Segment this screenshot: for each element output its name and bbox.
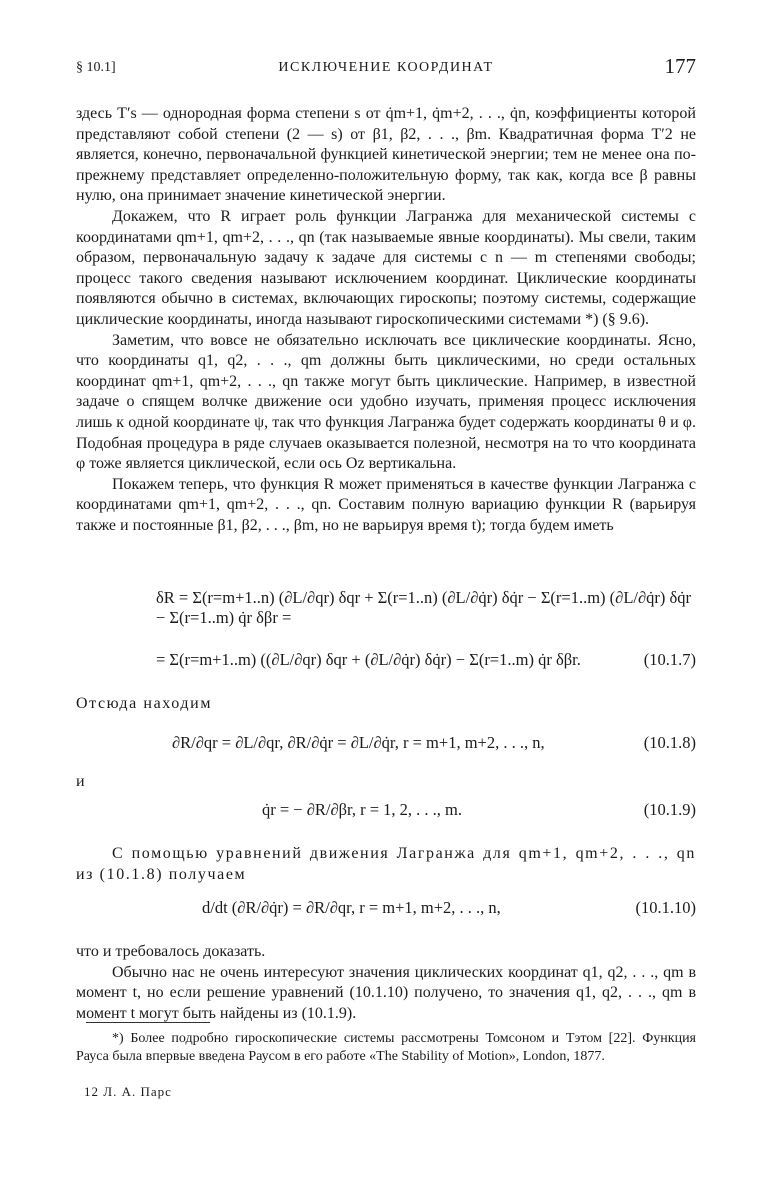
equation-number-10-1-8: (10.1.8)	[643, 733, 696, 752]
running-header	[76, 54, 696, 82]
main-text	[76, 104, 696, 536]
equation-partials: ∂R/∂qr = ∂L/∂qr, ∂R/∂q̇r = ∂L/∂q̇r, r = m+1, m+2, . . ., n,	[172, 733, 545, 752]
paragraph-1: здесь T′s — однородная форма степени s от q̇m+1, q̇m+2, . . ., q̇n, коэффициенты которой представляют собой степени (2 — s) от β1, β2, . . ., βm. Квадратичная форма T′2 не является, конечно, первоначальной функцией кинетической энергии; тем не менее она по-прежнему представляет определенно-положительную форму, так как, когда все β равны нулю, она принимает значение кинетической энергии.	[76, 105, 696, 205]
equation-variation-line-2: = Σ(r=m+1..m) ((∂L/∂qr) δqr + (∂L/∂q̇r) δq̇r) − Σ(r=1..m) q̇r δβr.	[156, 650, 581, 669]
running-title: ИСКЛЮЧЕНИЕ КООРДИНАТ	[278, 60, 494, 75]
equation-cyclic-velocity: q̇r = − ∂R/∂βr, r = 1, 2, . . ., m.	[262, 800, 462, 819]
page-number: 177	[664, 54, 696, 78]
paragraph-2: Докажем, что R играет роль функции Лагранжа для механической системы с координатами qm+1, qm+2, . . ., qn (так называемые явные координаты). Мы свели, таким образом, первоначальную задачу к задаче для системы с n — m степенями свободы; процесс такого сведения называют исключением координат. Циклические координаты появляются обычно в системах, включающих гироскопы; поэтому системы, содержащие циклические координаты, иногда называют гироскопическими системами *) (§ 9.6).	[76, 207, 696, 328]
equation-routh-lagrange: d/dt (∂R/∂q̇r) = ∂R/∂qr, r = m+1, m+2, . . ., n,	[202, 898, 501, 917]
text-hence	[76, 694, 696, 715]
footnote	[76, 1030, 696, 1066]
text-lagrange-equations	[76, 844, 696, 885]
paragraph-5: Отсюда находим	[76, 695, 213, 712]
text-conclusion	[76, 942, 696, 1024]
equation-10-1-9	[76, 800, 696, 840]
equation-variation-line-1: δR = Σ(r=m+1..n) (∂L/∂qr) δqr + Σ(r=1..n) (∂L/∂q̇r) δq̇r − Σ(r=1..m) (∂L/∂q̇r) δq̇r − Σ(r=1..m) q̇r δβr =	[156, 588, 692, 627]
equation-number-10-1-7: (10.1.7)	[643, 650, 696, 669]
footnote-text: *) Более подробно гироскопические системы рассмотрены Томсоном и Тэтом [22]. Функция Рауса была впервые введена Раусом в его работе «The Stability of Motion», London, 1877.	[76, 1031, 696, 1064]
equation-10-1-10	[76, 898, 696, 938]
equation-10-1-7	[76, 650, 696, 730]
paragraph-7: С помощью уравнений движения Лагранжа для qm+1, qm+2, . . ., qn из (10.1.8) получаем	[76, 845, 696, 883]
paragraph-8: что и требовалось доказать.	[76, 943, 266, 960]
equation-number-10-1-10: (10.1.10)	[635, 898, 696, 917]
section-reference: § 10.1]	[76, 60, 116, 75]
printer-signature: 12 Л. А. Парс	[84, 1084, 172, 1099]
paragraph-4: Покажем теперь, что функция R может применяться в качестве функции Лагранжа с координатами qm+1, qm+2, . . ., qn. Составим полную вариацию функции R (варьируя также и постоянные β1, β2, . . ., βm, но не варьируя время t); тогда будем иметь	[76, 475, 696, 534]
equation-number-10-1-9: (10.1.9)	[643, 800, 696, 819]
paragraph-6: и	[76, 773, 85, 790]
paragraph-9: Обычно нас не очень интересуют значения циклических координат q1, q2, . . ., qm в момент t, но если решение уравнений (10.1.10) получено, то значения q1, q2, . . ., qm в момент t могут быть найдены из (10.1.9).	[76, 963, 696, 1022]
text-and	[76, 772, 696, 793]
paragraph-3: Заметим, что вовсе не обязательно исключать все циклические координаты. Ясно, что координаты q1, q2, . . ., qm должны быть циклическими, но среди остальных координат qm+1, qm+2, . . ., qn также могут быть циклические. Например, в известной задаче о спящем волчке движение оси удобно изучать, применяя процесс исключения лишь к одной координате ψ, так что функция Лагранжа будет содержать координаты θ и φ. Подобная процедура в ряде случаев оказывается полезной, несмотря на то что координата φ тоже является циклической, если ось Oz вертикальна.	[76, 331, 696, 473]
footnote-rule	[86, 1022, 210, 1023]
equation-10-1-8	[76, 733, 696, 773]
